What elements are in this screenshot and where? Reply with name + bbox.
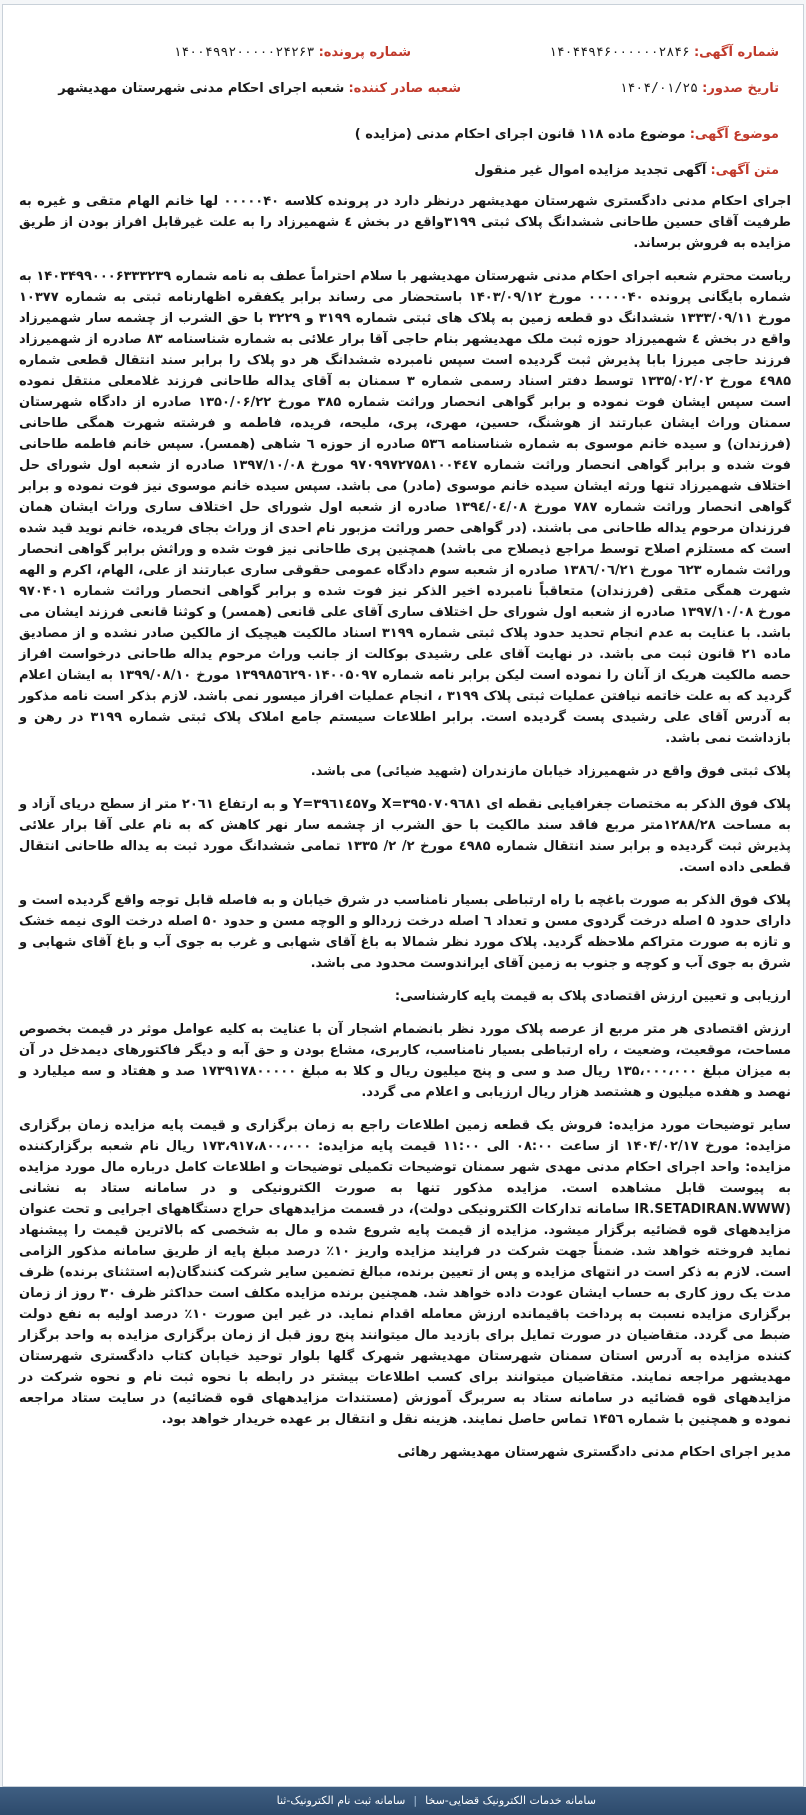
case-number-row xyxy=(174,43,411,63)
issuer-value: شعبه اجرای احکام مدنی شهرستان مهدیشهر xyxy=(58,81,345,96)
footer-separator: | xyxy=(413,1794,418,1807)
signature: مدیر اجرای احکام مدنی دادگستری شهرستان مهدیشهر رهائی xyxy=(397,1445,791,1460)
subject-label: موضوع آگهی: xyxy=(689,127,779,142)
text-title-row xyxy=(474,161,779,181)
notice-sheet xyxy=(2,4,804,1787)
body-paragraph-coordinates: پلاک فوق الذکر به مختصات جغرافیایی نقطه ای X=۳۹۵۰۷۰۹٦۸۱ وY=۳۹٦۱٤۵۷ و به ارتفاع ۲۰٦۱ متر از سطح دریای آزاد و به مساحت ۱۲۸۸/۲۸متر مربع فاقد سند مالکیت با حق الشرب از چشمه سار نهر کاهش که به نام علی آقا برار علائی پذیرش ثبت گردیده و برابر سند انتقال شماره ٤۹۸۵ مورخ ۲/ ۲/ ۱۳۳۵ تمامی ششدانگ مورد ثبت به یداله طاحانی انتقال قطعی داده است. xyxy=(19,797,792,875)
issue-date-label: تاریخ صدور: xyxy=(702,81,779,96)
footer-link-sana[interactable]: سامانه ثبت نام الکترونیک-ثنا xyxy=(276,1794,406,1807)
text-label: متن آگهی: xyxy=(710,163,779,178)
footer-link-sakha[interactable]: سامانه خدمات الکترونیک قضایی-سخا xyxy=(425,1794,596,1807)
case-number-value: ۱۴۰۰۴۹۹۲۰۰۰۰۰۲۴۲۶۳ xyxy=(173,45,315,60)
body-paragraph-auction-details: سایر توضیحات مورد مزایده: فروش یک قطعه زمین اطلاعات راجع به زمان برگزاری و قیمت پایه مزایده زمان برگزاری مزایده: مورخ ۱۴۰۴/۰۲/۱۷ از ساعت ۰۸:۰۰ الی ۱۱:۰۰ قیمت پایه مزایده: ۱۷۳،۹۱۷،۸۰۰،۰۰۰ ریال نام شعبه برگزارکننده مزایده: واحد اجرای احکام مدنی مهدی شهر سمنان توضیحات تکمیلی توضیحات و اطلاعات کامل درباره مال مورد مزایده به پیوست قابل مشاهده است. مزایده مذکور تنها به صورت الکترونیکی و در سامانه ستاد به نشانی (IR.SETADIRAN.WWW سامانه تدارکات الکترونیکی دولت)، در قسمت مزایدههای حراج دستگاههای اجرایی و تحت عنوان مزایدههای قوه قضائیه برگزار میشود. مزایده از قیمت پایه شروع شده و مال به شخصی که بالاترین قیمت را پیشنهاد نماید فروخته خواهد شد. ضمناً جهت شرکت در فرایند مزایده واریز ۱۰٪ درصد مبلغ پایه از طریق سامانه مذکور الزامی است. لازم به ذکر است در انتهای مزایده و پس از تعیین برنده، مبالغ تضمین سایر شرکت کنندگان(به استثنای برنده) ظرف مدت یک روز کاری به حساب ایشان عودت داده خواهد شد. همچنین برنده مزایده مکلف است حداکثر ظرف ۳۰ روز از زمان برگزاری مزایده نسبت به پرداخت باقیمانده ارزش معامله اقدام نماید. در غیر این صورت ۱۰٪ درصد اولیه به نفع دولت ضبط می گردد. متقاضیان در صورت تمایل برای بازدید مال میتوانند پنج روز قبل از زمان برگزاری مزایده به واحد برگزار کننده مزایده به آدرس استان سمنان شهرستان مهدیشهر شهرک گلها بلوار توحید خیابان کتاب دادگستری شهرستان مهدیشهر مراجعه نمایند. متقاضیان میتوانند برای کسب اطلاعات بیشتر در رابطه با نحوه ثبت نام و نحوه شرکت در مزایدههای قوه قضائیه در سامانه ستاد به سربرگ آموزش (مستندات مزایدههای قوه قضائیه) در سایت ستاد مراجعه نموده و همچنین با شماره ۱۴۵٦ تماس حاصل نمایند. هزینه نقل و انتقال بر عهده خریدار خواهد بود. xyxy=(19,1118,791,1427)
ad-number-label: شماره آگهی: xyxy=(693,45,779,60)
text-title-value: آگهی تجدید مزایده اموال غیر منقول xyxy=(474,163,707,178)
body-paragraph-registry-report: ریاست محترم شعبه اجرای احکام مدنی شهرستان مهدیشهر با سلام احتراماً عطف به نامه شماره ۱۴۰۳۴۹۹۰۰۰۶۳۳۳۲۳۹ به شماره بایگانی پرونده ۰۰۰۰۰۴۰ مورخ ۱۴۰۳/۰۹/۱۲ باستحضار می رساند برابر یکفقره اظهارنامه ثبتی به شماره ۱۰۳۷۷ مورخ ۱۳۳۳/۰۹/۱۱ ششدانگ دو قطعه زمین به پلاک های ثبتی شماره ۳۱۹۹ و ۳۲۲۹ با حق الشرب از چشمه سار شهمیرزاد واقع در بخش ٤ شهمیرزاد حوزه ثبت ملک مهدیشهر بنام حاجی آقا برار علائی به شماره شناسنامه ۸۳ صادره از شهمیرزاد فرزند حاجی میرزا بابا پذیرش ثبت گردیده است سپس نامبرده ششدانگ هر دو پلاک را برابر سند انتقال قطعی شماره ٤۹۸۵ مورخ ۱۳۳۵/۰۲/۰۲ توسط دفتر اسناد رسمی شماره ۳ سمنان به آقای یداله طاحانی فرزند غلامعلی منتقل نموده است سپس ایشان فوت نموده و برابر گواهی انحصار وراثت شماره ۳۸۵ مورخ ۱۳۵۰/۰۶/۲۲ صادره از دادگاه شهرستان سمنان وراث ایشان عبارتند از هوشنگ، حسین، مهری، پری، ملیحه، فریده، فاطمه و فرشته شهرت همگی طاحانی (فرزندان) و سیده خانم موسوی به شماره شناسنامه ۵۳٦ صادره از حوزه ٦ شاهی (همسر). سپس خانم فاطمه طاحانی فوت شده و برابر گواهی انحصار وراثت شماره ۹۷۰۹۹۷۲۷۵۸۱۰۰۴٤۷ مورخ ۱۳۹۷/۱۰/۰۸ صادره از شعبه اول شورای حل اختلاف شهمیرزاد تنها ورثه ایشان سیده خانم موسوی (مادر) می باشد. سپس سیده خانم موسوی نیز فوت نموده و برابر گواهی انحصار وراثت شماره ۷۸۷ مورخ ۱۳۹٤/۰٤/۰۸ صادره از شعبه اول شورای حل اختلاف ساری وراث ایشان همان فرزندان مرحوم یداله طاحانی می باشند. (در گواهی حصر وراثت مزبور نام احدی از وراث بجای فریده، خانم نوید قید شده است که مستلزم اصلاح توسط مراجع ذیصلاح می باشد) همچنین پری طاحانی نیز فوت شده و وراثش برابر گواهی انحصار وراثت شماره ٦۲۳ مورخ ۱۳۸٦/۰٦/۲۱ صادره از شعبه سوم دادگاه عمومی حقوقی ساری عبارتند از علی، الهام، اکرم و الهه شهرت همگی متقی (فرزندان) متعاقباً نامبرده اخیر الذکر نیز فوت شده و برابر گواهی انحصار وراثت شماره ۹۷۰۴۰۱ مورخ ۱۳۹۷/۱۰/۰۸ صادره از شعبه اول شورای حل اختلاف ساری آقای علی قانعی (همسر) و کوثنا قانعی فرزند ایشان می باشد. با عنایت به عدم انجام تحدید حدود پلاک ثبتی شماره ۳۱۹۹ اسناد مالکیت هیچیک از مالکین صادر نشده و از مصادیق ماده ۲۱ قانون ثبت می باشد. در نهایت آقای علی رشیدی بوکالت از جانب وراث مرحوم یداله طاحانی درخواست افراز حصه مالکیت هریک از آنان را نموده است لیکن برابر نامه شماره ۱۳۹۹۸۵٦۲۹۰۱۴۰۰۵۰۹۷ مورخ ۱۳۹۹/۰۸/۱۰ به ایشان اعلام گردید که به علت خاتمه نیافتن عملیات ثبتی پلاک ۳۱۹۹ ، انجام عملیات افراز میسور نمی باشد. لازم بذکر است نامه مذکور به آدرس آقای علی رشیدی پست گردیده است. برابر اطلاعات سیستم جامع املاک پلاک ثبتی شماره ۳۱۹۹ در رهن و بازداشت نمی باشد. xyxy=(19,269,792,746)
body-paragraph-valuation-heading: ارزیابی و تعیین ارزش اقتصادی پلاک به قیمت پایه کارشناسی: xyxy=(394,989,791,1004)
issue-date-value: ۱۴۰۴/۰۱/۲۵ xyxy=(619,81,698,96)
body-paragraph-description: پلاک فوق الذکر به صورت باغچه با راه ارتباطی بسیار نامناسب در شرق خیابان و به فاصله قابل توجه واقع گردیده است و دارای حدود ۵ اصله درخت گردوی مسن و تعداد ٦ اصله درخت زردالو و الوچه مسن و حدود ۵۰ اصله درخت الوی نیمه خشک و تازه به صورت متراکم ملاحظه گردید. پلاک مورد نظر شمالا به باغ آقای شهابی و غرب به جوی آب و باغ آقای شهابی و شرق به جوی آب و کوچه و جنوب به زمین آقای ایراندوست محدود می باشد. xyxy=(19,893,791,971)
issuer-label: شعبه صادر کننده: xyxy=(348,81,461,96)
ad-number-value: ۱۴۰۴۴۹۴۶۰۰۰۰۰۰۲۸۴۶ xyxy=(548,45,690,60)
subject-row xyxy=(355,125,779,145)
subject-value: موضوع ماده ۱۱۸ قانون اجرای احکام مدنی (مزایده ) xyxy=(354,127,686,142)
footer-bar xyxy=(0,1787,806,1815)
notice-body xyxy=(19,191,791,1475)
body-paragraph-location: پلاک ثبتی فوق واقع در شهمیرزاد خیابان مازندران (شهید ضیائی) می باشد. xyxy=(310,764,791,779)
case-number-label: شماره پرونده: xyxy=(318,45,411,60)
body-paragraph-valuation: ارزش اقتصادی هر متر مربع از عرصه پلاک مورد نظر بانضمام اشجار آن با عنایت به کلیه عوامل موثر در قیمت بخصوص مساحت، موقعیت، وضعیت ، راه ارتباطی بسیار نامناسب، کاربری، مشاع بودن و حق آبه و دیگر فاکتورهای دیمدخل در آن به میزان مبلغ ۱۳۵،۰۰۰،۰۰۰ ریال صد و سی و پنج میلیون ریال و کلا به مبلغ ۱۷۳۹۱۷۸۰۰۰۰۰ صد و هفتاد و سه میلیارد و نهصد و هفده میلیون و هشتصد هزار ریال ارزیابی و اعلام می گردد. xyxy=(19,1022,791,1100)
ad-number-row xyxy=(549,43,779,63)
body-paragraph-intro: اجرای احکام مدنی دادگستری شهرستان مهدیشهر درنظر دارد در پرونده کلاسه ۰۰۰۰۰۴۰ لها خانم الهام متقی و غیره به طرفیت آقای حسین طاحانی ششدانگ پلاک ثبتی ۳۱۹۹واقع در بخش ٤ شهمیرزاد را به علت غیرقابل افراز بودن از طریق مزایده به فروش برساند. xyxy=(19,194,791,251)
issue-date-row xyxy=(620,79,779,99)
issuer-row xyxy=(58,79,461,99)
